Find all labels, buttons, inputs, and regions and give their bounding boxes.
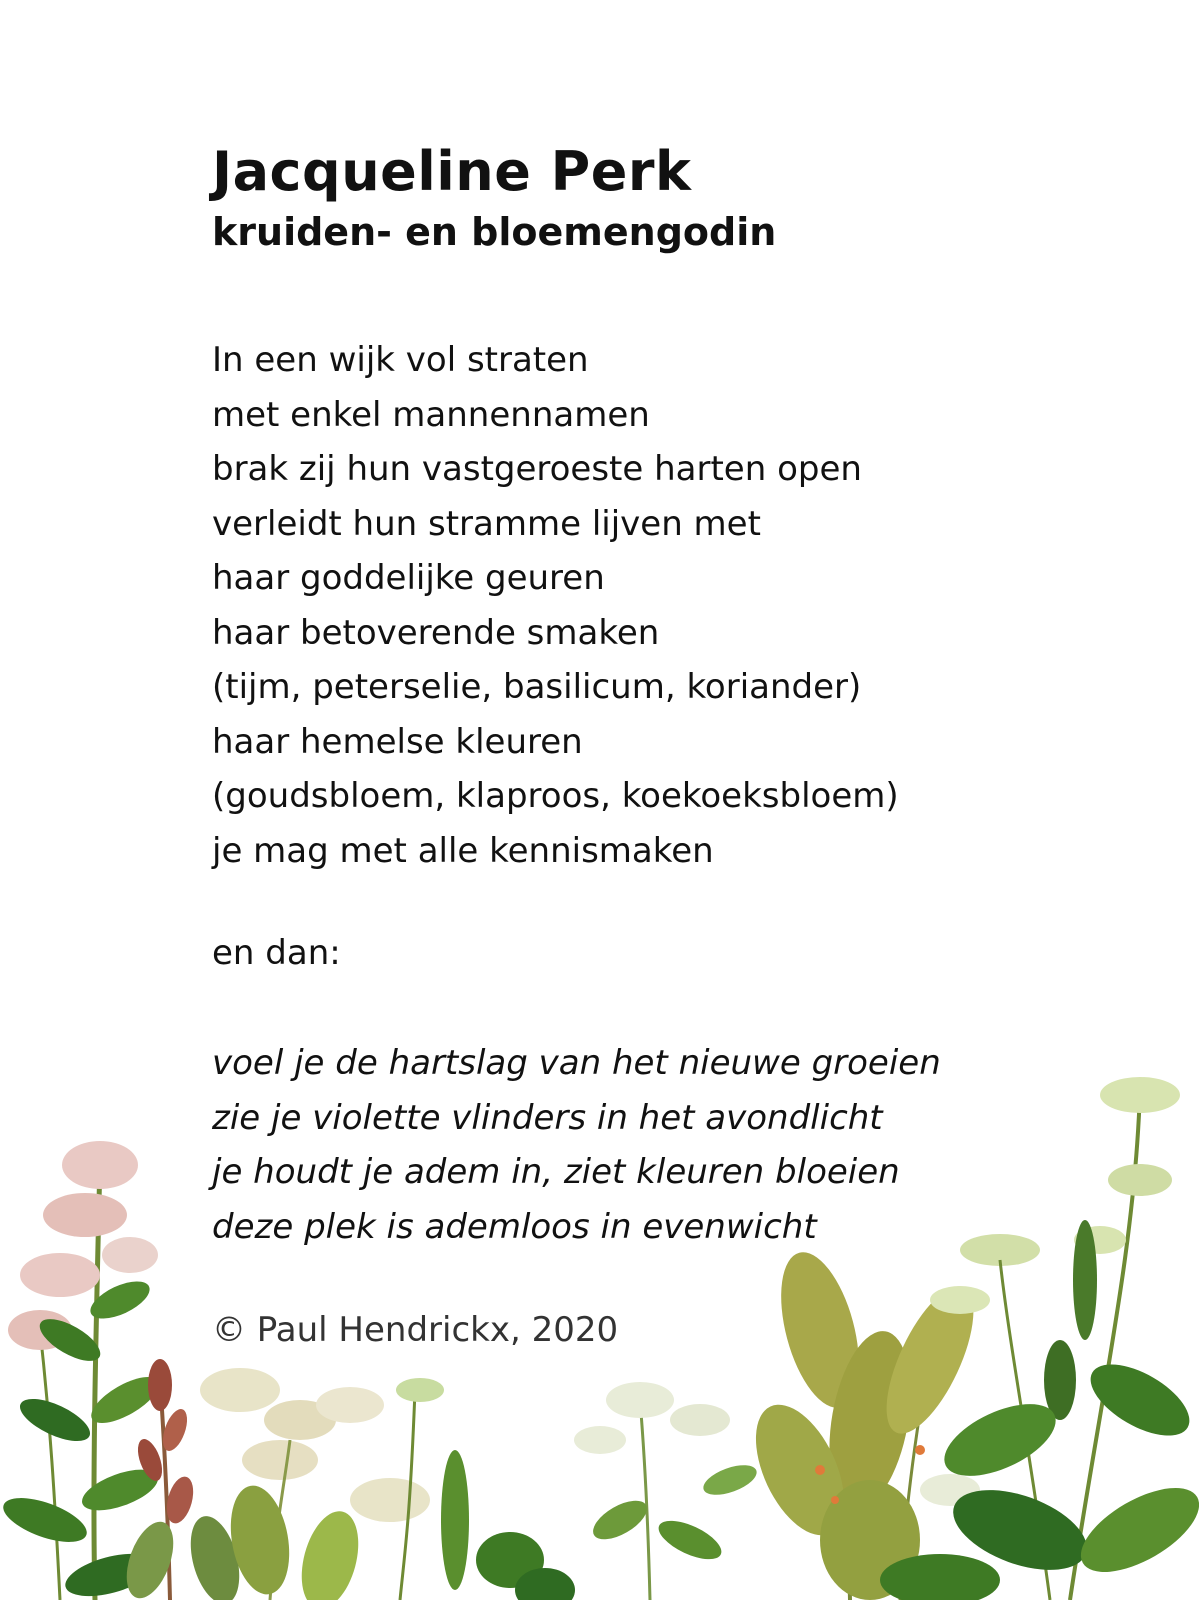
stanza-3 bbox=[212, 1036, 941, 1254]
poem-line: voel je de hartslag van het nieuwe groeien bbox=[212, 1043, 941, 1083]
copyright-notice: © Paul Hendrickx, 2020 bbox=[212, 1310, 619, 1350]
poem-line: je houdt je adem in, ziet kleuren bloeien bbox=[212, 1152, 900, 1192]
poem-line: deze plek is ademloos in evenwicht bbox=[212, 1206, 817, 1247]
poem-line: brak zij hun vastgeroeste harten open bbox=[212, 449, 862, 489]
poem-line: en dan: bbox=[212, 933, 341, 973]
poem-line: (tijm, peterselie, basilicum, koriander) bbox=[212, 667, 862, 707]
poem-line: met enkel mannennamen bbox=[212, 394, 650, 435]
poem-line: je mag met alle kennismaken bbox=[212, 830, 714, 871]
poem-line: haar betoverende smaken bbox=[212, 612, 660, 653]
poem-line: (goudsbloem, klaproos, koekoeksbloem) bbox=[212, 776, 899, 816]
coriander-plant bbox=[574, 1382, 760, 1600]
poem-line: zie je violette vlinders in het avondlicht bbox=[212, 1097, 883, 1138]
poem-line: haar hemelse kleuren bbox=[212, 721, 583, 762]
poem-subtitle: kruiden- en bloemengodin bbox=[212, 210, 777, 254]
yarrow-blossoms bbox=[200, 1368, 575, 1600]
poem-line: haar goddelijke geuren bbox=[212, 558, 605, 598]
poem bbox=[212, 138, 1112, 1350]
stanza-1 bbox=[212, 333, 899, 878]
poem-line: verleidt hun stramme lijven met bbox=[212, 503, 761, 544]
poem-line: In een wijk vol straten bbox=[212, 340, 589, 380]
poem-title: Jacqueline Perk bbox=[212, 140, 692, 203]
oregano-plant bbox=[0, 1141, 165, 1600]
stanza-2 bbox=[212, 926, 341, 981]
